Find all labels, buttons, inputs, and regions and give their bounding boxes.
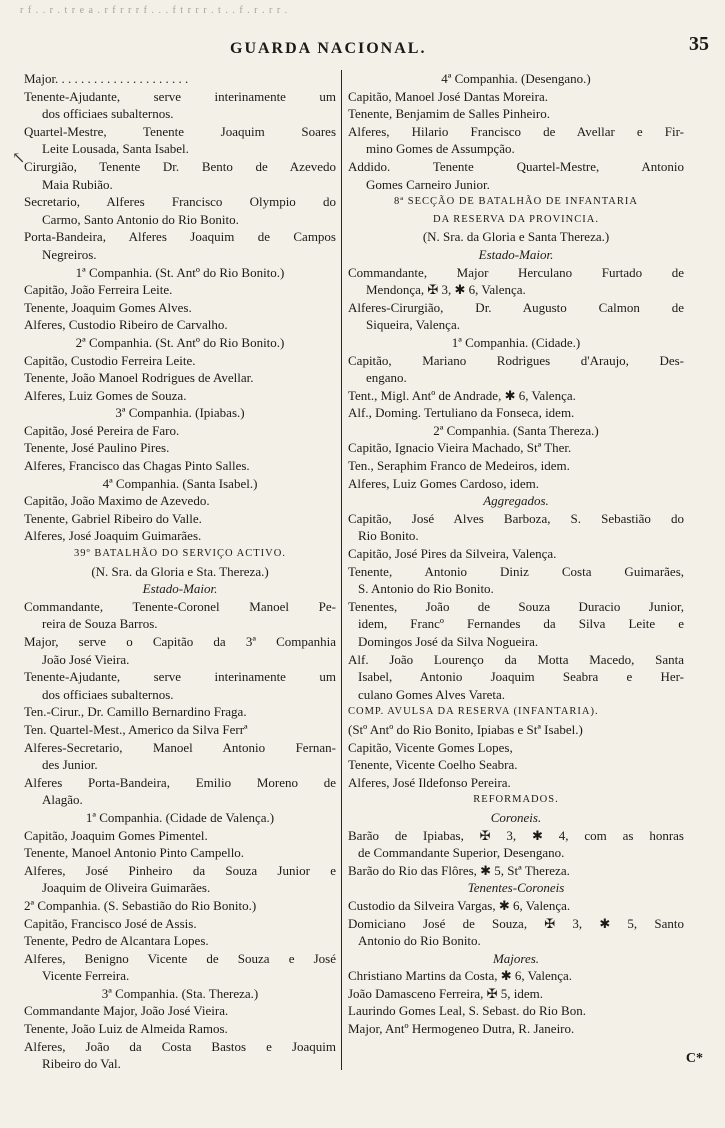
right-column-line: Addido. Tenente Quartel-Mestre, Antonio <box>348 158 684 174</box>
left-column-line: Capitão, Francisco José de Assis. <box>24 915 197 931</box>
right-column-line: Ten., Seraphim Franco de Medeiros, idem. <box>348 458 570 474</box>
right-column-line: 4ª Companhia. (Desengano.) <box>441 71 591 86</box>
right-column-line: COMP. AVULSA DA RESERVA (INFANTARIA). <box>348 706 599 718</box>
right-column-line: Tenentes, João de Souza Duracio Junior, <box>348 598 684 614</box>
page-header <box>0 33 725 62</box>
left-column-line: Tenente-Ajudante, serve interinamente um <box>24 88 336 104</box>
page-number: 35 <box>689 33 709 55</box>
left-column-line: 1ª Companhia. (Cidade de Valença.) <box>85 809 275 825</box>
left-column-line: Capitão, João Ferreira Leite. <box>24 282 173 298</box>
left-column-line: Capitão, João Maximo de Azevedo. <box>24 493 210 509</box>
right-column-line: Tenente, Benjamim de Salles Pinheiro. <box>348 106 550 122</box>
right-column-line: Commandante, Major Herculano Furtado de <box>348 264 684 280</box>
right-column-line: DA RESERVA DA PROVINCIA. <box>433 213 599 225</box>
left-column-line: Tenente, José Paulino Pires. <box>24 440 170 456</box>
left-column-line: Vicente Ferreira. <box>42 968 130 984</box>
left-column-line: Capitão, Custodio Ferreira Leite. <box>24 352 196 368</box>
right-column-line: Alferes-Cirurgião, Dr. Augusto Calmon de <box>348 299 684 315</box>
right-column-line: Alf., Doming. Tertuliano da Fonseca, idem. <box>348 405 575 421</box>
left-column-line: Alferes, Francisco das Chagas Pinto Salles. <box>24 458 250 474</box>
right-column-line: Tenente, Antonio Diniz Costa Guimarães, <box>348 563 684 579</box>
left-column-line: Alferes, Luiz Gomes de Souza. <box>24 387 187 403</box>
right-column-line: (N. Sra. da Gloria e Santa Thereza.) <box>422 229 610 245</box>
right-column-line: 8ª SECÇÃO DE BATALHÃO DE INFANTARIA <box>394 196 638 208</box>
right-column-line: Gomes Carneiro Junior. <box>366 176 490 192</box>
left-column-line: Alferes-Secretario, Manoel Antonio Fernan- <box>24 739 336 755</box>
right-column-line: Alferes, Luiz Gomes Cardoso, idem. <box>348 475 539 491</box>
column-divider <box>341 70 342 1070</box>
left-column-line: Ten. Quartel-Mest., Americo da Silva Ferrª <box>24 721 248 737</box>
left-column-line: Carmo, Santo Antonio do Rio Bonito. <box>42 211 239 227</box>
left-column-line: 1ª Companhia. (St. Antº do Rio Bonito.) <box>75 264 285 280</box>
right-column-line: Christiano Martins da Costa, ✱ 6, Valença. <box>348 968 573 984</box>
left-column <box>24 70 336 1073</box>
right-column-line: Laurindo Gomes Leal, S. Sebast. do Rio Bon. <box>348 1003 586 1019</box>
right-column-line: engano. <box>366 370 407 386</box>
right-column-line: João Damasceno Ferreira, ✠ 5, idem. <box>348 985 543 1001</box>
left-column-line: Estado-Maior. <box>142 581 218 597</box>
left-column-line: Quartel-Mestre, Tenente Joaquim Soares <box>24 123 336 139</box>
left-column-line: 3ª Companhia. (Ipiabas.) <box>115 405 245 421</box>
left-column-line: Commandante, Tenente-Coronel Manoel Pe- <box>24 598 336 614</box>
left-column-line: Secretario, Alferes Francisco Olympio do <box>24 194 336 210</box>
left-column-line: 2ª Companhia. (S. Sebastião do Rio Bonito.) <box>24 897 257 913</box>
right-column-line: Custodio da Silveira Vargas, ✱ 6, Valença. <box>348 897 571 913</box>
left-column-line: 4ª Companhia. (Santa Isabel.) <box>102 475 258 491</box>
right-column-line: Barão de Ipiabas, ✠ 3, ✱ 4, com as honras <box>348 827 684 843</box>
left-column-line: Alferes Porta-Bandeira, Emilio Moreno de <box>24 774 336 790</box>
left-column-line: Joaquim de Oliveira Guimarães. <box>42 880 211 896</box>
right-column-line: Domingos José da Silva Nogueira. <box>358 634 539 649</box>
right-column-line: S. Antonio do Rio Bonito. <box>358 581 494 597</box>
left-column-line: Ten.-Cirur., Dr. Camillo Bernardino Fraga. <box>24 704 247 720</box>
left-column-line: Alferes, José Pinheiro da Souza Junior e <box>24 862 336 878</box>
left-column-line: Capitão, Joaquim Gomes Pimentel. <box>24 827 208 843</box>
right-column-line: Capitão, Manoel José Dantas Moreira. <box>348 88 549 104</box>
right-column-line: Domiciano José de Souza, ✠ 3, ✱ 5, Santo <box>348 915 684 931</box>
left-column-line: Tenente, João Manoel Rodrigues de Avellar. <box>24 370 254 386</box>
right-column-line: Antonio do Rio Bonito. <box>358 933 481 949</box>
right-column-line: Tent., Migl. Antº de Andrade, ✱ 6, Valença. <box>348 387 576 403</box>
left-column-line: Major, serve o Capitão da 3ª Companhia <box>24 634 336 649</box>
right-column-line: Major, Antº Hermogeneo Dutra, R. Janeiro. <box>348 1021 575 1037</box>
left-column-line: 3ª Companhia. (Sta. Thereza.) <box>101 985 259 1001</box>
left-column-line: dos officiaes subalternos. <box>42 686 174 702</box>
left-column-line: (N. Sra. da Gloria e Sta. Thereza.) <box>91 563 269 579</box>
left-column-line: Tenente, Joaquim Gomes Alves. <box>24 299 192 315</box>
left-column-line: Tenente, Gabriel Ribeiro do Valle. <box>24 510 202 526</box>
left-column-line: Alferes, João da Costa Bastos e Joaquim <box>24 1038 336 1054</box>
left-column-line: Alferes, José Joaquim Guimarães. <box>24 528 202 544</box>
page-title: GUARDA NACIONAL. <box>230 40 427 57</box>
right-column-line: REFORMADOS. <box>473 794 559 806</box>
left-column-line: 39º BATALHÃO DO SERVIÇO ACTIVO. <box>74 548 286 560</box>
right-column-line: Alferes, Hilario Francisco de Avellar e Fir- <box>348 123 684 139</box>
left-column-line: Tenente, João Luiz de Almeida Ramos. <box>24 1021 228 1037</box>
left-column-line: Alferes, Custodio Ribeiro de Carvalho. <box>24 317 228 333</box>
left-column-line: Negreiros. <box>42 246 97 262</box>
left-column-line: Capitão, José Pereira de Faro. <box>24 422 180 438</box>
right-column-line: Tenente, Vicente Coelho Seabra. <box>348 757 518 773</box>
right-column-line: Rio Bonito. <box>358 528 419 544</box>
right-column-line: Capitão, Vicente Gomes Lopes, <box>348 739 513 755</box>
left-column-line: 2ª Companhia. (St. Antº do Rio Bonito.) <box>75 334 285 350</box>
right-column-line: Coroneis. <box>490 809 542 825</box>
left-column-line: Ribeiro do Val. <box>42 1056 121 1072</box>
left-column-line: dos officiaes subalternos. <box>42 106 174 122</box>
left-column-line: Porta-Bandeira, Alferes Joaquim de Campos <box>24 229 336 245</box>
left-column-line: des Junior. <box>42 757 98 773</box>
left-column-line: Tenente, Manoel Antonio Pinto Campello. <box>24 845 245 861</box>
right-column-line: 1ª Companhia. (Cidade.) <box>451 334 581 350</box>
right-column-line: culano Gomes Alves Vareta. <box>358 686 506 702</box>
left-column-line: reira de Souza Barros. <box>42 616 158 632</box>
right-column-line: Aggregados. <box>483 493 549 509</box>
right-column-line: (Stº Antº do Rio Bonito, Ipiabas e Stª Isabel.) <box>348 721 583 737</box>
left-column-line: Tenente, Pedro de Alcantara Lopes. <box>24 933 209 949</box>
right-column-line: Isabel, Antonio Joaquim Seabra e Her- <box>358 669 684 685</box>
left-column-line: Leite Lousada, Santa Isabel. <box>42 141 189 157</box>
right-column-line: Barão do Rio das Flôres, ✱ 5, Stª Thereza. <box>348 862 570 878</box>
right-column-line: de Commandante Superior, Desengano. <box>358 845 565 861</box>
right-column-line: Siqueira, Valença. <box>366 317 460 333</box>
left-column-line: Maia Rubião. <box>42 176 113 192</box>
left-column-line: Cirurgião, Tenente Dr. Bento de Azevedo <box>24 158 336 174</box>
left-column-line: Commandante Major, João José Vieira. <box>24 1003 229 1019</box>
right-column-line: Capitão, José Alves Barboza, S. Sebastião do <box>348 510 684 526</box>
margin-arrow-mark: ↖ <box>12 150 26 167</box>
left-column-line: João José Vieira. <box>42 651 130 667</box>
right-column-line: Mendonça, ✠ 3, ✱ 6, Valença. <box>366 282 526 298</box>
right-column-line: Capitão, Mariano Rodrigues d'Araujo, Des- <box>348 352 684 368</box>
right-column-line: Alferes, José Ildefonso Pereira. <box>348 774 511 790</box>
signature-mark: C* <box>685 1051 703 1066</box>
bleed-through-text: r f . . r . t r e a . r f r r r f . . . f t r r r . t . . f . r . r r . <box>20 5 289 16</box>
right-column-line: Majores. <box>492 950 540 966</box>
left-column-line: Tenente-Ajudante, serve interinamente um <box>24 669 336 685</box>
right-column-line: idem, Francº Fernandes da Silva Leite e <box>358 616 684 632</box>
right-column-line: Estado-Maior. <box>478 246 554 262</box>
right-column-line: 2ª Companhia. (Santa Thereza.) <box>433 422 599 438</box>
right-column-line: Capitão, Ignacio Vieira Machado, Stª Ther. <box>348 440 572 456</box>
right-column-line: Tenentes-Coroneis <box>467 880 565 896</box>
right-column-line: Capitão, José Pires da Silveira, Valença. <box>348 546 557 562</box>
left-column-line: Major. . . . . . . . . . . . . . . . . . . . . <box>24 71 189 86</box>
left-column-line: Alferes, Benigno Vicente de Souza e José <box>24 950 336 966</box>
left-column-line: Alagão. <box>42 792 83 808</box>
right-column-line: Alf. João Lourenço da Motta Macedo, Santa <box>348 651 684 667</box>
right-column-line: mino Gomes de Assumpção. <box>366 141 515 157</box>
right-column <box>348 70 684 1038</box>
